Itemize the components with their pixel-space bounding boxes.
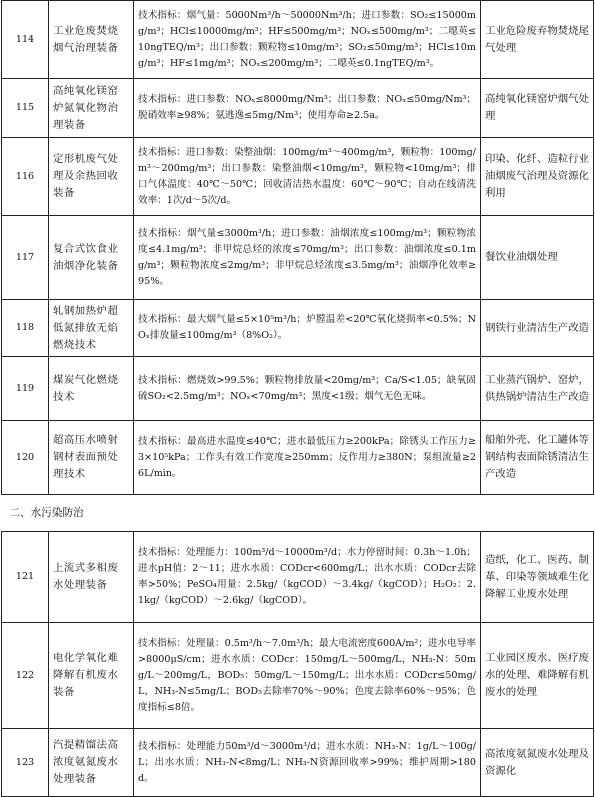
row-number: 115 [2, 79, 49, 138]
application-field: 餐饮业油烟处理 [481, 216, 594, 300]
technical-spec: 技术指标：最大烟气量≤5×10⁵m³/h；炉膛温差<20℃氧化烧损率<0.5%；NOₓ排放量≤100mg/m³（8%O₂）。 [134, 300, 481, 357]
application-field: 工业危险废弃物焚烧尾气处理 [481, 1, 594, 79]
technical-spec: 技术指标：处理能力50m³/d～3000m³/d；进水水质：NH₃-N：1g/L～100g/L；出水水质：NH₃-N<8mg/L；NH₃-N资源回收率>99%；维护周期>180d。 [134, 729, 481, 797]
table-row [2, 357, 594, 421]
application-field: 印染、化纤、造粒行业油烟废气治理及资源化利用 [481, 138, 594, 216]
application-field: 高浓度氨氮废水处理及资源化 [481, 729, 594, 797]
equipment-name: 轧钢加热炉超低氮排放无焰燃烧技术 [49, 300, 134, 357]
application-field: 高纯氧化镁窑炉烟气处理 [481, 79, 594, 138]
application-field: 船舶外壳、化工罐体等钢结构表面除锈清洁生产改造 [481, 421, 594, 495]
technical-spec: 技术指标：烟气量≤3000m³/h；进口参数：油烟浓度≤100mg/m³；颗粒物浓度≤4.1mg/m³；非甲烷总烃的浓度≤70mg/m³；出口参数：油烟浓度≤0.1mg/m³；颗粒物浓度≤2mg/m³；非甲烷总烃浓度≤3.5mg/m³；油烟净化效率≥95%。 [134, 216, 481, 300]
equipment-name: 电化学氧化难降解有机废水装备 [49, 623, 134, 729]
equipment-name: 复合式饮食业油烟净化装备 [49, 216, 134, 300]
row-number: 121 [2, 532, 49, 623]
equipment-name: 工业危废焚烧烟气治理装备 [49, 1, 134, 79]
row-number: 123 [2, 729, 49, 797]
technical-spec: 技术指标：最高进水温度≤40℃；进水最低压力≥200kPa；除锈头工作压力≥3×10⁵kPa；工作头有效工作宽度≥250mm；反作用力≥380N；泵组流量≥26L/min。 [134, 421, 481, 495]
table-row [2, 1, 594, 79]
equipment-name: 定形机废气处理及余热回收装备 [49, 138, 134, 216]
equipment-name: 上流式多相废水处理装备 [49, 532, 134, 623]
technical-spec: 技术指标：处理能力：100m³/d～10000m³/d；水力停留时间：0.3h～1.0h；进水pH值：2～11；进水水质：CODcr<600mg/L；出水水质：CODcr去除率>50%；PeSO₄用量：2.5kg/（kgCOD）～3.4kg/（kgCOD）；H₂O₂：2.1kg/（kgCOD）～2.6kg/（kgCOD）。 [134, 532, 481, 623]
table-row [2, 79, 594, 138]
table-row [2, 216, 594, 300]
technical-spec: 技术指标：进口参数：NOₓ≤8000mg/Nm³；出口参数：NOₓ≤50mg/Nm³；脱硝效率≥98%；氨逃逸≤5mg/Nm³；使用寿命≥2.5a。 [134, 79, 481, 138]
row-number: 122 [2, 623, 49, 729]
table-body [2, 1, 594, 797]
technical-spec: 技术指标：烟气量：5000Nm³/h～50000Nm³/h；进口参数：SO₂≤15000mg/m³；HCl≤10000mg/m³；HF≤500mg/m³；NOₓ≤500mg/m³；二噁英≤10ngTEQ/m³；出口参数：颗粒物≤10mg/m³；SO₂≤50mg/m³；HCl≤10mg/m³；HF≤1mg/m³；NOₓ≤200mg/m³；二噁英≤0.1ngTEQ/m³。 [134, 1, 481, 79]
equipment-name: 煤炭气化燃烧技术 [49, 357, 134, 421]
table-row [2, 623, 594, 729]
table-row [2, 729, 594, 797]
equipment-name: 超高压水喷射钢材表面预处理技术 [49, 421, 134, 495]
row-number: 117 [2, 216, 49, 300]
equipment-name: 汽提精馏法高浓度氨氮废水处理装备 [49, 729, 134, 797]
equipment-table [1, 0, 594, 797]
equipment-name: 高纯氧化镁窑炉氮氧化物治理装备 [49, 79, 134, 138]
application-field: 工业园区废水、医疗废水的处理、难降解有机废水的处理 [481, 623, 594, 729]
section-title: 二、水污染防治 [2, 495, 594, 532]
row-number: 116 [2, 138, 49, 216]
application-field: 工业蒸汽锅炉、窑炉，供热锅炉清洁生产改造 [481, 357, 594, 421]
table-row [2, 532, 594, 623]
technical-spec: 技术指标：处理量：0.5m³/h～7.0m³/h；最大电流密度600A/m²；进水电导率>8000μS/cm；进水水质：CODcr：150mg/L～500mg/L，NH₃-N：50mg/L～200mg/L，BOD₅：50mg/L～150mg/L；出水水质：CODcr≤50mg/L，NH₃-N≤5mg/L；BOD₅去除率70%～90%；色度去除率60%～95%；色度指标≤8倍。 [134, 623, 481, 729]
table-row [2, 421, 594, 495]
application-field: 钢铁行业清洁生产改造 [481, 300, 594, 357]
row-number: 119 [2, 357, 49, 421]
row-number: 114 [2, 1, 49, 79]
row-number: 120 [2, 421, 49, 495]
technical-spec: 技术指标：燃烧效>99.5%；颗粒物排放量<20mg/m³；Ca/S<1.05；缺氧固硫SO₂<2.5mg/m³；NOₓ<70mg/m³；黑度<1级；烟气无色无味。 [134, 357, 481, 421]
table-row [2, 300, 594, 357]
table-row [2, 138, 594, 216]
row-number: 118 [2, 300, 49, 357]
application-field: 造纸，化工、医药、制革、印染等领域难生化降解工业废水处理 [481, 532, 594, 623]
technical-spec: 技术指标：进口参数：染整油烟：100mg/m³～400mg/m³，颗粒物：100mg/m³～200mg/m³；出口参数：染整油烟<10mg/m³，颗粒物<10mg/m³；排口气体温度：40℃～50℃；回收清洁热水温度：60℃～90℃；自动在线清洗效率：1次/d～5次/d。 [134, 138, 481, 216]
section-heading-row [2, 495, 594, 532]
